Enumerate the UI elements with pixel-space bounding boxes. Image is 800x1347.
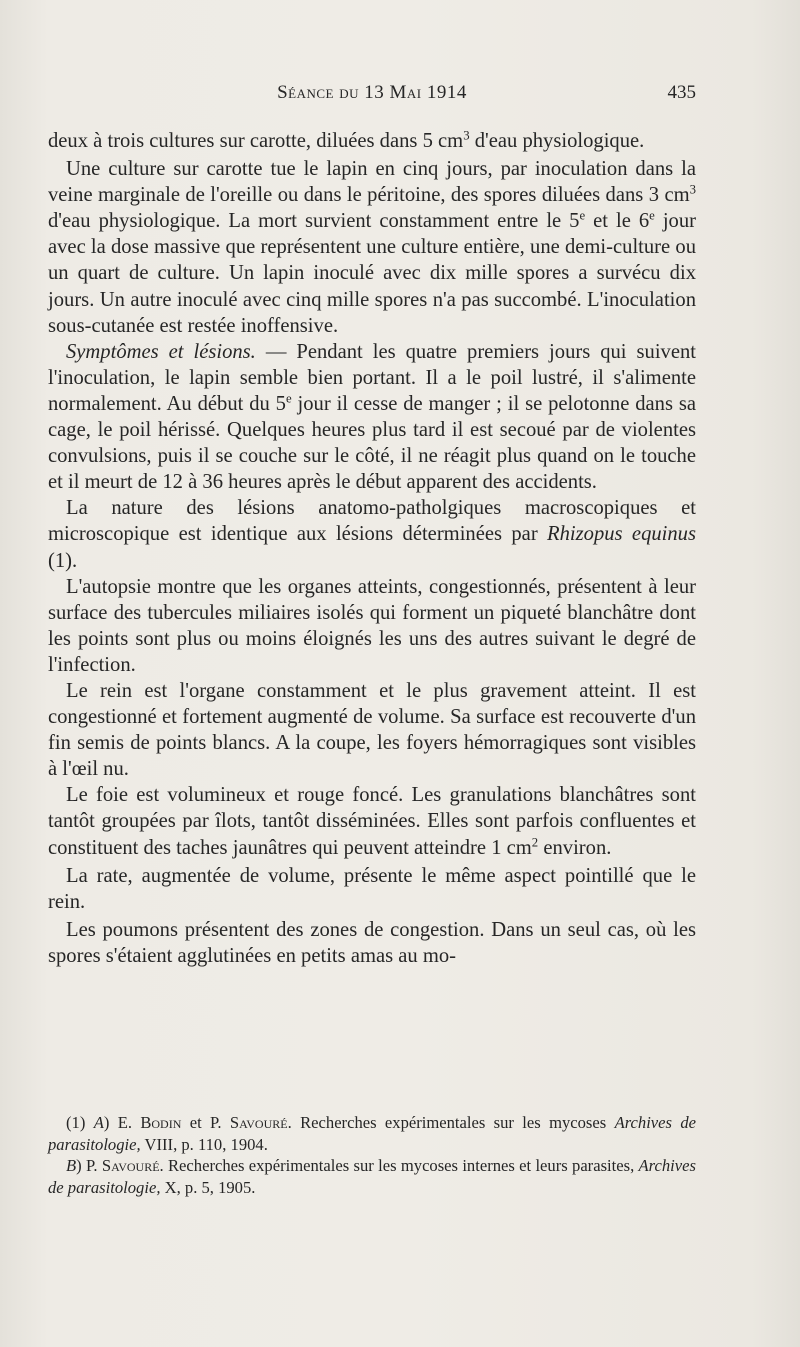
paragraph-8: La rate, augmentée de volume, présente le même aspect pointillé que le rein. — [48, 864, 696, 913]
paragraph-5: L'autopsie montre que les organes atteints, congestionnés, présentent à leur surface des tubercules miliaires isolés qui forment un piqueté blanchâtre dont les points sont plus ou moins éloignés les uns des autres suivant le degré de l'infection. — [48, 575, 696, 676]
paragraph-7: Le foie est volumineux et rouge foncé. Les granulations blanchâtres sont tantôt groupées par îlots, tantôt disséminées. Elles sont parfois confluentes et constituent des taches jaunâtres qui peuvent atteindre 1 $cm^2$ environ. — [48, 784, 696, 859]
section-title: Symptômes et lésions. — [66, 340, 256, 363]
species-name: Rhizopus equinus — [547, 523, 696, 546]
paragraph-2: Une culture sur carotte tue le lapin en cinq jours, par inoculation dans la veine marginale de l'oreille ou dans le péritoine, des spores diluées dans 3 $cm^3$ d'eau physiologique. La mort survient constamment entre le 5e et le 6e jour avec la dose massive que représentent une culture entière, une demi-culture ou un quart de culture. Un lapin inoculé avec dix mille spores a survécu dix jours. Un autre inoculé avec cinq mille spores n'a pas succombé. L'inoculation sous-cutanée est restée inoffensive. — [48, 158, 697, 337]
paragraph-6: Le rein est l'organe constamment et le plus gravement atteint. Il est congestionné et fortement augmenté de volume. Sa surface est recouverte d'un fin semis de points blancs. A la coupe, les foyers hémorragiques sont visibles à l'œil nu. — [48, 679, 696, 781]
page-header — [48, 80, 696, 108]
footnote-2: B) P. Savouré. Recherches expérimentales sur les mycoses internes et leurs parasites, Archives de parasitologie, X, p. 5, 1905. — [48, 1156, 696, 1197]
footnote-1: (1) A) E. Bodin et P. Savouré. Recherches expérimentales sur les mycoses Archives de parasitologie, VIII, p. 110, 1904. — [48, 1113, 697, 1154]
footnotes — [48, 1112, 696, 1198]
body-text — [48, 128, 696, 969]
paragraph-3: Symptômes et lésions. — Pendant les quatre premiers jours qui suivent l'inoculation, le lapin semble bien portant. Il a le poil lustré, il s'alimente normalement. Au début du 5e jour il cesse de manger ; il se pelotonne dans sa cage, le poil hérissé. Quelques heures plus tard il est secoué par de violentes convulsions, puis il se couche sur le côté, il ne réagit plus quand on le touche et il meurt de 12 à 36 heures après le début apparent des accidents. — [48, 340, 697, 494]
running-title: Séance du 13 Mai 1914 — [277, 82, 467, 103]
paragraph-1: deux à trois cultures sur carotte, diluées dans 5 $cm^3$ d'eau physiologique. — [48, 128, 645, 152]
page-number: 435 — [667, 82, 696, 103]
paragraph-4: La nature des lésions anatomo-patholgiques macroscopiques et microscopique est identique aux lésions déterminées par Rhizopus equinus (1). — [48, 497, 696, 572]
paragraph-9: Les poumons présentent des zones de congestion. Dans un seul cas, où les spores s'étaient agglutinées en petits amas au mo- — [48, 918, 696, 967]
